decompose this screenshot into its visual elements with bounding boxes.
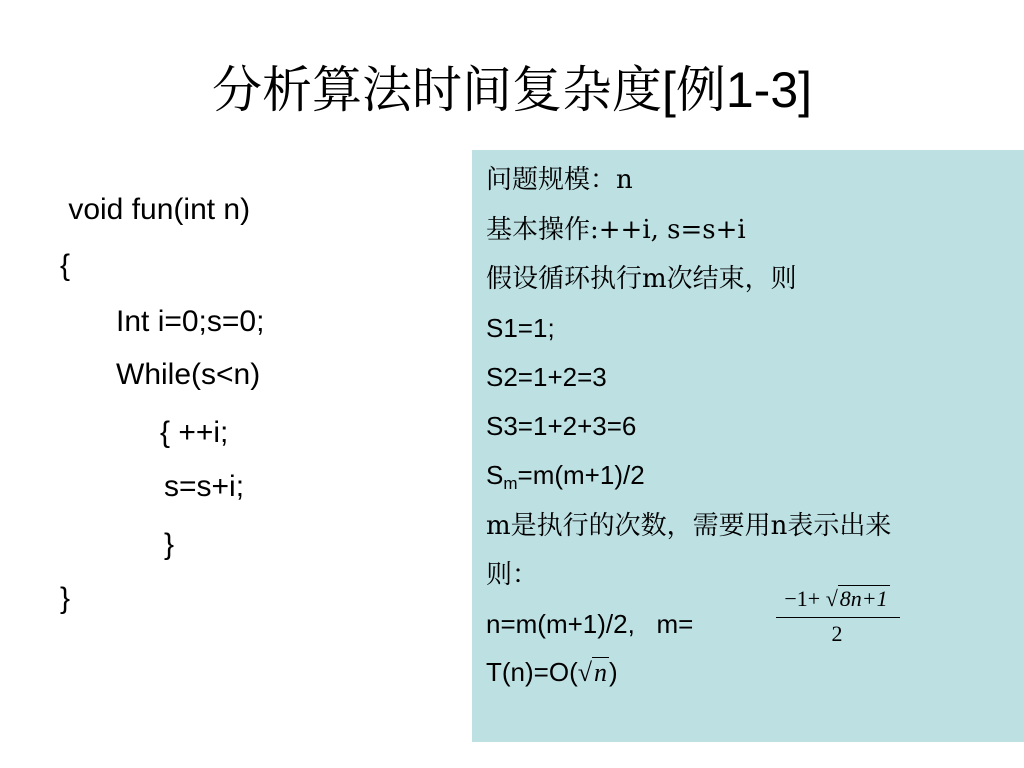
sqrt-icon: √ <box>825 586 838 611</box>
fraction-numerator <box>772 584 902 614</box>
complexity-line <box>486 656 618 689</box>
slide-title: 分析算法时间复杂度[例1-3] <box>211 62 813 118</box>
analysis-panel <box>472 150 1024 742</box>
problem-size-line: 问题规模：n <box>486 165 633 195</box>
complexity-suffix: ) <box>609 657 618 687</box>
code-line: { ++i; <box>160 416 229 449</box>
fraction-denominator: 2 <box>831 621 843 646</box>
code-line: s=s+i; <box>164 470 245 503</box>
m-equation-line: n=m(m+1)/2, m= <box>486 609 694 639</box>
m-meaning-line: m是执行的次数，需要用n表示出来 <box>486 511 892 541</box>
sm-formula: =m(m+1)/2 <box>517 460 645 490</box>
m-formula-fraction <box>772 584 902 650</box>
then-line: 则： <box>486 560 539 590</box>
code-line: void fun(int n) <box>60 193 251 226</box>
sm-line <box>486 459 645 491</box>
code-line: } <box>60 582 71 615</box>
code-line: } <box>164 528 175 561</box>
code-line: { <box>60 249 71 282</box>
s3-line: S3=1+2+3=6 <box>486 411 637 441</box>
s1-line: S1=1; <box>486 313 555 343</box>
sm-symbol: S <box>486 460 504 490</box>
code-line: Int i=0;s=0; <box>116 305 265 338</box>
sqrt-icon: √ <box>577 658 593 687</box>
sqrt-n-expression <box>578 657 609 689</box>
code-line: While(s<n) <box>116 358 261 391</box>
basic-operation-line: 基本操作:++i, s=s+i <box>486 215 746 245</box>
complexity-prefix: T(n)=O( <box>486 657 578 687</box>
s2-line: S2=1+2=3 <box>486 362 607 392</box>
sm-subscript: m <box>503 474 518 493</box>
sqrt-radicand: n <box>594 658 608 687</box>
radicand: 8n+1 <box>839 586 888 611</box>
numerator-prefix: −1+ <box>784 586 826 611</box>
fraction-bar <box>776 617 900 618</box>
assumption-line: 假设循环执行m次结束，则 <box>486 264 797 294</box>
